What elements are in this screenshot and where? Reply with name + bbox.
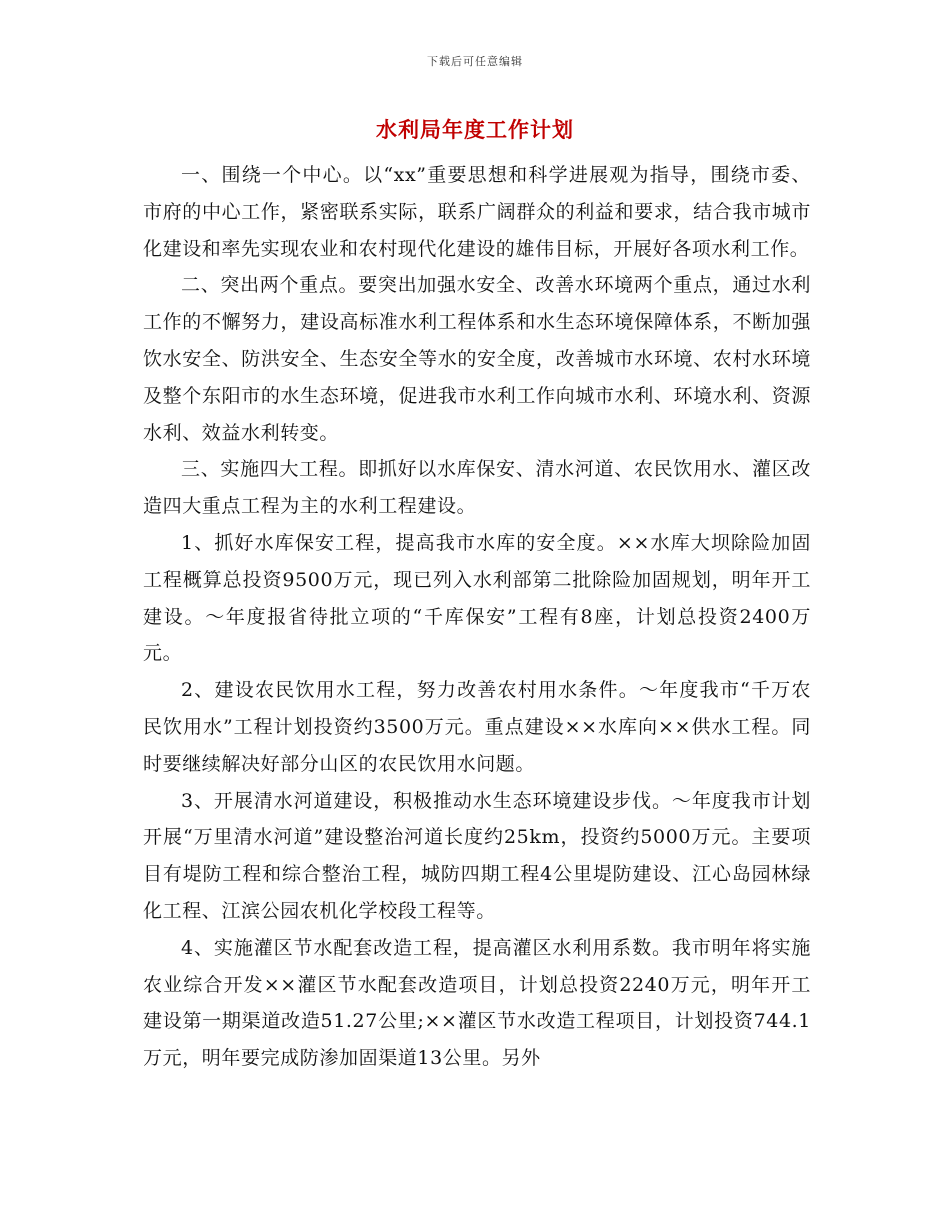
- document-title: 水利局年度工作计划: [376, 117, 574, 142]
- paragraph-four-projects: 三、实施四大工程。即抓好以水库保安、清水河道、农民饮用水、灌区改造四大重点工程为主的水利工程建设。: [143, 458, 811, 518]
- paragraph-drinking-water: 2、建设农民饮用水工程，努力改善农村用水条件。～年度我市“千万农民饮用水”工程计划投资约3500万元。重点建设××水库向××供水工程。同时要继续解决好部分山区的农民饮用水问题。: [143, 679, 811, 775]
- paragraph-two-priorities: 二、突出两个重点。要突出加强水安全、改善水环境两个重点，通过水利工作的不懈努力，建设高标准水利工程体系和水生态环境保障体系，不断加强饮水安全、防洪安全、生态安全等水的安全度，改善城市水环境、农村水环境及整个东阳市的水生态环境，促进我市水利工作向城市水利、环境水利、资源水利、效益水利转变。: [143, 274, 811, 444]
- paragraph-reservoir-safety: 1、抓好水库保安工程，提高我市水库的安全度。××水库大坝除险加固工程概算总投资9500万元，现已列入水利部第二批除险加固规划，明年开工建设。～年度报省待批立项的“千库保安”工程有8座，计划总投资2400万元。: [143, 531, 811, 665]
- paragraph-irrigation-renovation: 4、实施灌区节水配套改造工程，提高灌区水利用系数。我市明年将实施农业综合开发××灌区节水配套改造项目，计划总投资2240万元，明年开工建设第一期渠道改造51.27公里;××灌区节水改造工程项目，计划投资744.1万元，明年要完成防渗加固渠道13公里。另外: [143, 936, 811, 1070]
- page-header-note: 下载后可任意编辑: [427, 55, 523, 68]
- paragraph-clean-rivers: 3、开展清水河道建设，积极推动水生态环境建设步伐。～年度我市计划开展“万里清水河道”建设整治河道长度约25km，投资约5000万元。主要项目有堤防工程和综合整治工程，城防四期工程4公里堤防建设、江心岛园林绿化工程、江滨公园农机化学校段工程等。: [143, 789, 811, 922]
- document-body: [143, 157, 811, 1077]
- paragraph-central-focus: 一、围绕一个中心。以“xx”重要思想和科学进展观为指导，围绕市委、市府的中心工作，紧密联系实际，联系广阔群众的利益和要求，结合我市城市化建设和率先实现农业和农村现代化建设的雄伟目标，开展好各项水利工作。: [143, 164, 811, 260]
